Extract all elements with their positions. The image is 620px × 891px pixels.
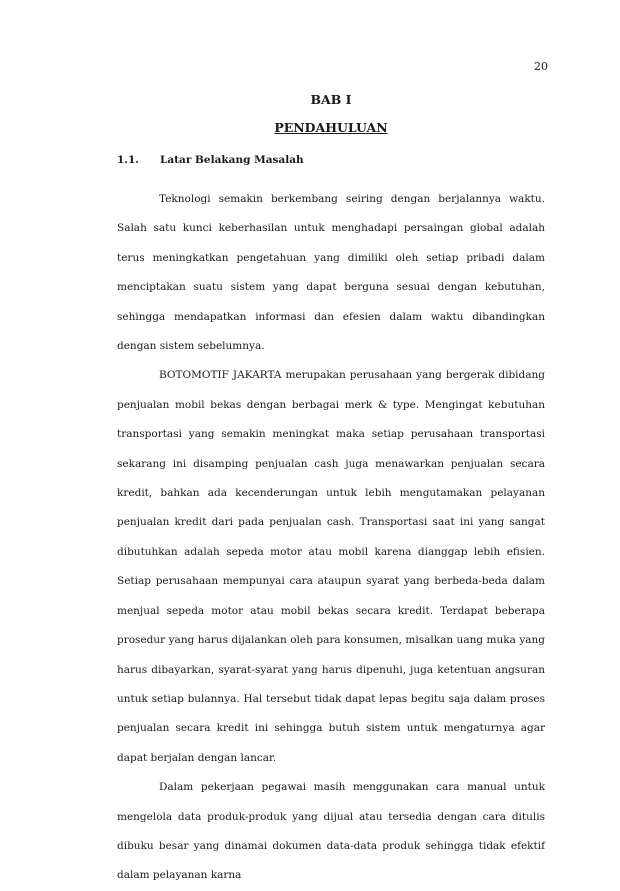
paragraph-3: Dalam pekerjaan pegawai masih menggunakan cara manual untuk mengelola data produk-produk yang dijual atau tersedia dengan cara ditulis dibuku besar yang dinamai dokumen data-data produk sehingga tidak efektif dalam pelayanan karna (117, 781, 545, 882)
paragraph-2: BOTOMOTIF JAKARTA merupakan perusahaan yang bergerak dibidang penjualan mobil bekas dengan berbagai merk & type. Mengingat kebutuhan transportasi yang semakin meningkat maka setiap perusahaan transportasi sekarang ini disamping penjualan cash juga menawarkan penjualan secara kredit, bahkan ada kecenderungan untuk lebih mengutamakan pelayanan penjualan kredit dari pada penjualan cash. Transportasi saat ini yang sangat dibutuhkan adalah sepeda motor atau mobil karena dianggap lebih efisien. Setiap perusahaan mempunyai cara ataupun syarat yang berbeda-beda dalam menjual sepeda motor atau mobil bekas secara kredit. Terdapat beberapa prosedur yang harus dijalankan oleh para konsumen, misalkan uang muka yang harus dibayarkan, syarat-syarat yang harus dipenuhi, juga ketentuan angsuran untuk setiap bulannya. Hal tersebut tidak dapat lepas begitu saja dalam proses penjualan secara kredit ini sehingga butuh sistem untuk mengaturnya agar dapat berjalan dengan lancar. (117, 369, 545, 764)
section-title: Latar Belakang Masalah (160, 154, 304, 166)
section-heading (117, 154, 304, 166)
chapter-label: BAB I (310, 92, 352, 107)
body-text (117, 185, 545, 891)
page-number: 20 (534, 60, 548, 73)
section-number: 1.1. (117, 154, 139, 166)
chapter-title: PENDAHULUAN (274, 120, 388, 135)
paragraph-1: Teknologi semakin berkembang seiring dengan berjalannya waktu. Salah satu kunci keberhasilan untuk menghadapi persaingan global adalah terus meningkatkan pengetahuan yang dimiliki oleh setiap pribadi dalam menciptakan suatu sistem yang dapat berguna sesuai dengan kebutuhan, sehingga mendapatkan informasi dan efesien dalam waktu dibandingkan dengan sistem sebelumnya. (117, 193, 545, 353)
